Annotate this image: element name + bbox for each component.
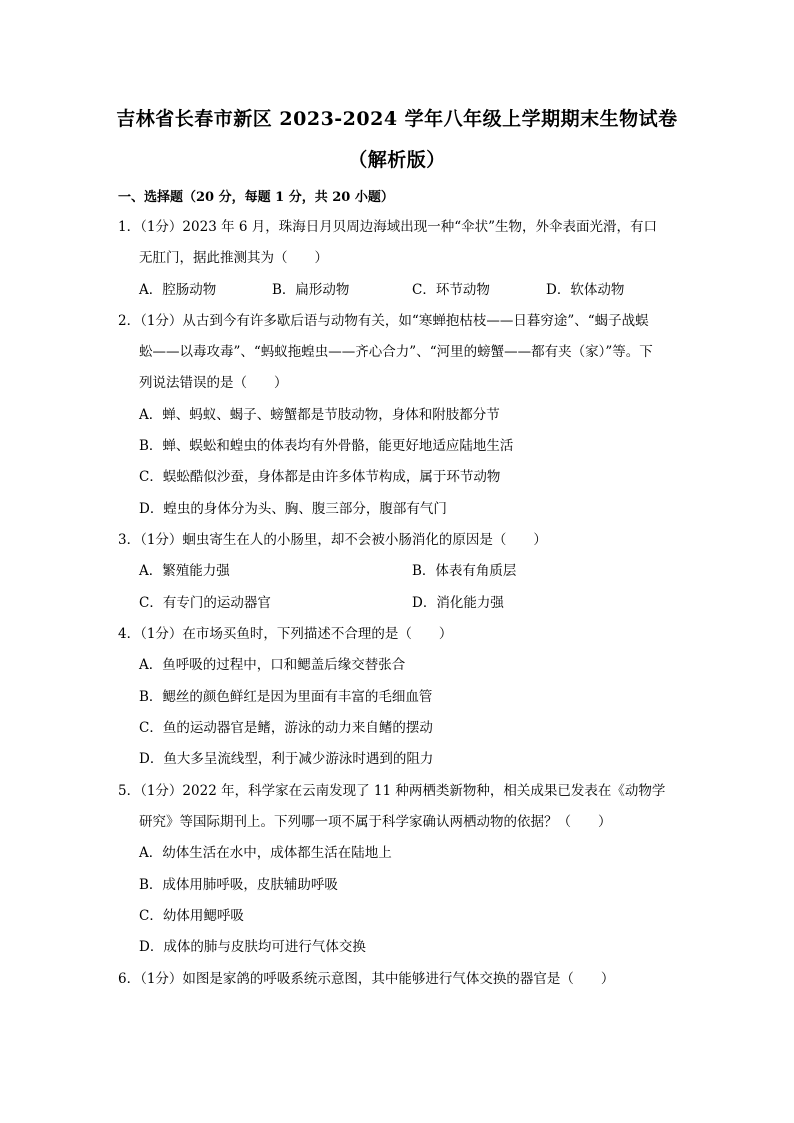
question-3-option-a: A．繁殖能力强	[139, 563, 230, 579]
question-2-option-a: A．蝉、蚂蚁、蝎子、螃蟹都是节肢动物，身体和附肢都分节	[139, 407, 500, 423]
section-heading: 一、选择题（20 分，每题 1 分，共 20 小题）	[118, 190, 394, 205]
question-3-option-b: B．体表有角质层	[412, 563, 517, 579]
question-1-option-a: A．腔肠动物	[139, 282, 217, 298]
question-5-option-d: D．成体的肺与皮肤均可进行气体交换	[139, 939, 366, 955]
question-6-text: 6．（1分）如图是家鸽的呼吸系统示意图，其中能够进行气体交换的器官是（ ）	[118, 971, 615, 987]
question-5-text-cont: 研究》等国际期刊上。下列哪一项不属于科学家确认两栖动物的依据？（ ）	[139, 814, 612, 830]
question-1-option-d: D．软体动物	[546, 282, 625, 298]
question-1-option-c: C．环节动物	[412, 282, 490, 298]
question-4-option-c: C．鱼的运动器官是鳍，游泳的动力来自鳍的摆动	[139, 720, 433, 736]
question-2-text-cont2: 列说法错误的是（ ）	[139, 375, 288, 391]
question-2-option-b: B．蝉、蜈蚣和蝗虫的体表均有外骨骼，能更好地适应陆地生活	[139, 438, 514, 454]
exam-subtitle: （解析版）	[348, 149, 446, 171]
question-5-option-a: A．幼体生活在水中，成体都生活在陆地上	[139, 845, 392, 861]
question-4-option-d: D．鱼大多呈流线型，利于减少游泳时遇到的阻力	[139, 751, 434, 767]
question-3-option-c: C．有专门的运动器官	[139, 595, 271, 611]
question-4-option-a: A．鱼呼吸的过程中，口和鳃盖后缘交替张合	[139, 657, 406, 673]
question-1-text: 1．（1分）2023 年 6 月，珠海日月贝周边海域出现一种“伞状”生物，外伞表面光滑，有口	[118, 219, 658, 235]
question-4-option-b: B．鳃丝的颜色鲜红是因为里面有丰富的毛细血管	[139, 689, 433, 705]
question-2-text-cont: 蚣——以毒攻毒”、“蚂蚁拖蝗虫——齐心合力”、“河里的螃蟹——都有夹（家）”等。下	[139, 344, 653, 360]
question-5-option-c: C．幼体用鳃呼吸	[139, 908, 244, 924]
question-1-option-b: B．扁形动物	[272, 282, 350, 298]
question-3-option-d: D．消化能力强	[412, 595, 504, 611]
question-5-text: 5．（1分）2022 年，科学家在云南发现了 11 种两栖类新物种，相关成果已发表在《动物学	[118, 783, 666, 799]
question-2-option-c: C．蜈蚣酷似沙蚕，身体都是由许多体节构成，属于环节动物	[139, 469, 501, 485]
question-1-text-cont: 无肛门，据此推测其为（ ）	[139, 250, 328, 266]
question-2-option-d: D．蝗虫的身体分为头、胸、腹三部分，腹部有气门	[139, 501, 447, 517]
question-2-text: 2．（1分）从古到今有许多歇后语与动物有关，如“寒蝉抱枯枝——日暮穷途”、“蝎子战蜈	[118, 313, 649, 329]
exam-title: 吉林省长春市新区 2023-2024 学年八年级上学期期末生物试卷	[116, 108, 678, 130]
question-5-option-b: B．成体用肺呼吸，皮肤辅助呼吸	[139, 877, 338, 893]
question-3-text: 3．（1分）蛔虫寄生在人的小肠里，却不会被小肠消化的原因是（ ）	[118, 532, 547, 548]
question-4-text: 4．（1分）在市场买鱼时，下列描述不合理的是（ ）	[118, 626, 453, 642]
